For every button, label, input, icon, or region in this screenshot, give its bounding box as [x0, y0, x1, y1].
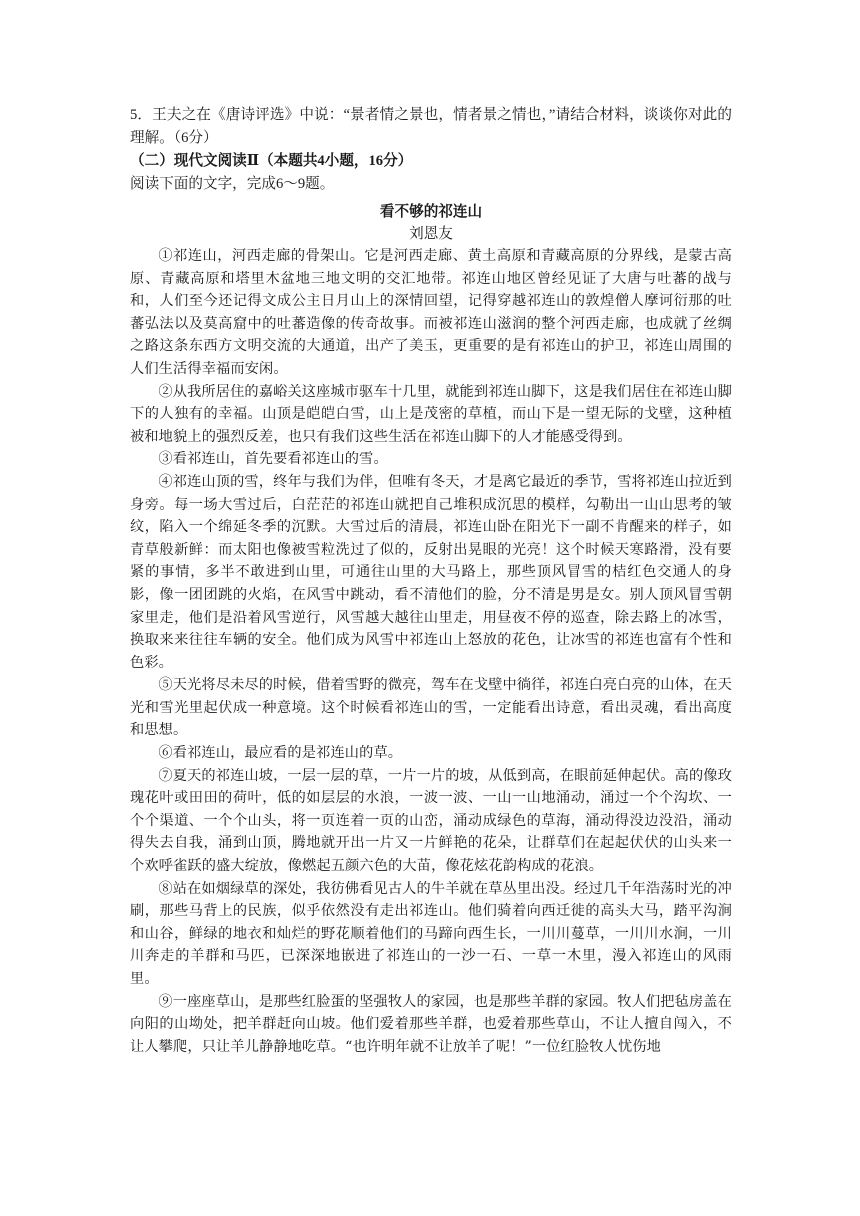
paragraph-3: ③看祁连山，首先要看祁连山的雪。 [158, 451, 388, 468]
article-body [130, 245, 732, 1058]
document-page [130, 104, 732, 1058]
paragraph-6: ⑥看祁连山，最应看的是祁连山的草。 [158, 745, 403, 762]
reading-instruction: 阅读下面的文字，完成6～9题。 [130, 176, 335, 192]
paragraph-7: ⑦夏天的祁连山坡，一层一层的草，一片一片的坡，从低到高，在眼前延伸起伏。高的像玫瑰花叶或田田的荷叶，低的如层层的水浪，一波一波、一山一山地涌动，涌过一个个沟坎、一个个渠道、一个个山头，将一页连着一页的山峦，涌动成绿色的草海，涌动得没边没沿，涌动得失去自我，涌到山顶，腾地就开出一片又一片鲜艳的花朵，让群草们在起起伏伏的山头来一个欢呼雀跃的盛大绽放，像燃起五颜六色的大苗，像花炫花韵构成的花浪。 [130, 767, 732, 875]
question-5: 5．王夫之在《唐诗评选》中说：“景者情之景也，情者景之情也，”请结合材料，谈谈你对此的理解。（6分） [130, 107, 732, 146]
paragraph-9: ⑨一座座草山，是那些红脸蛋的坚强牧人的家园，也是那些羊群的家园。牧人们把毡房盖在向阳的山坳处，把羊群赶向山坡。他们爱着那些羊群，也爱着那些草山，不让人擅自闯入，不让人攀爬，只让羊儿静静地吃草。“也许明年就不让放羊了呢！”一位红脸牧人忧伤地 [130, 993, 732, 1055]
article-author: 刘恩友 [409, 225, 453, 242]
paragraph-1: ①祁连山，河西走廊的骨架山。它是河西走廊、黄土高原和青藏高原的分界线，是蒙古高原、青藏高原和塔里木盆地三地文明的交汇地带。祁连山地区曾经见证了大唐与吐蕃的战与和，人们至今还记得文成公主日月山上的深情回望，记得穿越祁连山的敦煌僧人摩诃衍那的吐蕃弘法以及莫高窟中的吐蕃造像的传奇故事。而被祁连山滋润的整个河西走廊，也成就了丝绸之路这条东西方文明交流的大通道，出产了美玉，更重要的是有祁连山的护卫，祁连山周围的人们生活得幸福而安闲。 [130, 248, 732, 377]
article-title: 看不够的祁连山 [379, 203, 483, 220]
paragraph-8: ⑧站在如烟绿草的深处，我彷佛看见古人的牛羊就在草丛里出没。经过几千年浩荡时光的冲刷，那些马背上的民族，似乎依然没有走出祁连山。他们骑着向西迁徙的高头大马，踏平沟涧和山谷，鲜绿的地衣和灿烂的野花顺着他们的马蹄向西生长，一川川蔓草，一川川水涧，一川川奔走的羊群和马匹，已深深地嵌进了祁连山的一沙一石、一草一木里，漫入祁连山的风雨里。 [130, 880, 732, 987]
section-heading: （二）现代文阅读Ⅱ（本题共4小题，16分） [130, 153, 413, 169]
paragraph-2: ②从我所居住的嘉峪关这座城市驱车十几里，就能到祁连山脚下，这是我们居住在祁连山脚下的人独有的幸福。山顶是皑皑白雪，山上是茂密的草植，而山下是一望无际的戈壁，这种植被和地貌上的强烈反差，也只有我们这些生活在祁连山脚下的人才能感受得到。 [130, 383, 732, 445]
paragraph-5: ⑤天光将尽未尽的时候，借着雪野的微亮，驾车在戈壁中徜徉，祁连白亮白亮的山体，在天光和雪光里起伏成一种意境。这个时候看祁连山的雪，一定能看出诗意，看出灵魂，看出高度和思想。 [130, 677, 732, 739]
paragraph-4: ④祁连山顶的雪，终年与我们为伴，但唯有冬天，才是离它最近的季节，雪将祁连山拉近到身旁。每一场大雪过后，白茫茫的祁连山就把自己堆积成沉思的模样，勾勒出一山山思考的皱纹，陷入一个绵延冬季的沉默。大雪过后的清晨，祁连山卧在阳光下一副不肯醒来的样子，如青草般新鲜：而太阳也像被雪粒洗过了似的，反射出晃眼的光亮！这个时候天寒路滑，没有要紧的事情，多半不敢进到山里，可通往山里的大马路上，那些顶风冒雪的桔红色交通人的身影，像一团团跳的火焰，在风雪中跳动，看不清他们的脸，分不清是男是女。别人顶风冒雪朝家里走，他们是沿着风雪逆行，风雪越大越往山里走，用昼夜不停的巡查，除去路上的冰雪，换取来来往往车辆的安全。他们成为风雪中祁连山上怒放的花色，让冰雪的祁连也富有个性和色彩。 [130, 473, 732, 671]
